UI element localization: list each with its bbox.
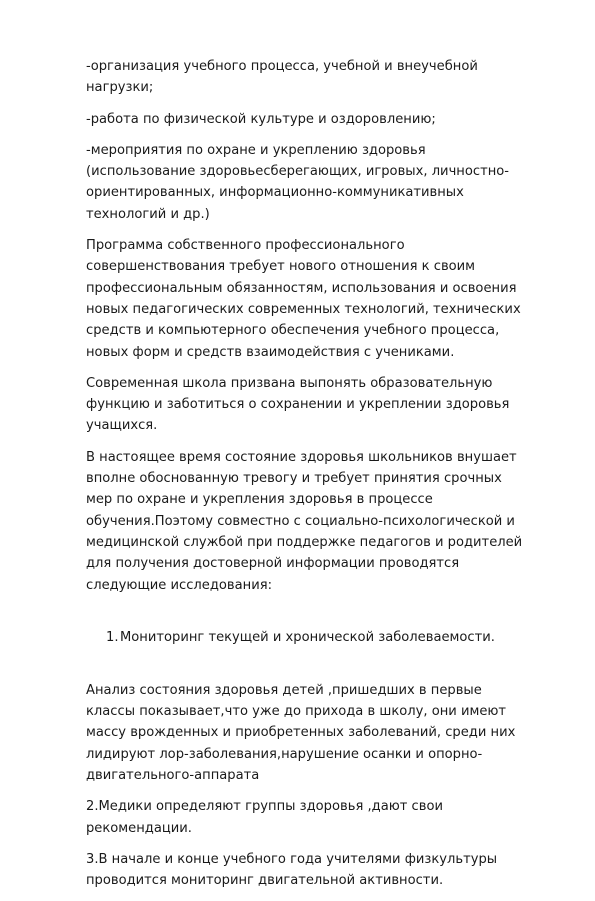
paragraph-activity-monitoring: 3.В начале и конце учебного года учителями физкультуры проводится мониторинг двигательной активности. [86, 851, 498, 889]
paragraph-health-measures: -мероприятия по охране и укреплению здоровья (использование здоровьесберегающих, игровых, личностно- ориентированных, информационно-коммуникативных технологий и др.) [86, 142, 510, 222]
paragraph-health-analysis: Анализ состояния здоровья детей ,пришедших в первые классы показывает,что уже до прихода в школу, они имеют массу врожденных и приобретенных заболеваний, среди них лидируют лор-заболевания,нарушение осанки и опорно- двигательного-аппарата [86, 682, 516, 783]
numbered-list [86, 606, 556, 670]
paragraph-modern-school: Современная школа призвана выпонять образовательную функцию и заботиться о сохранении и укреплении здоровья учащихся. [86, 375, 510, 434]
paragraph-organization: -организация учебного процесса, учебной и внеучебной нагрузки; [86, 59, 478, 96]
paragraph-professional-program: Программа собственного профессионального совершенствования требует нового отношения к своим профессиональным обязанностям, использования и освоения новых педагогических современных технологий, технических средств и компьютерного обеспечения учебного процесса, новых форм и средств взаимодействия с учениками. [86, 238, 521, 360]
list-item [106, 627, 556, 648]
document-body [86, 56, 556, 901]
list-item-marker: 1. [106, 630, 119, 646]
paragraph-physical-culture: -работа по физической культуре и оздоровлению; [86, 111, 436, 127]
list-item-text: Мониторинг текущей и хронической заболеваемости. [120, 630, 495, 646]
paragraph-current-health-state: В настоящее время состояние здоровья школьников внушает вполне обоснованную тревогу и требует принятия срочных мер по охране и укрепления здоровья в процессе обучения.Поэтому совместно с социально-психологической и медицинской службой при поддержке педагогов и родителей для получения достоверной информации проводятся следующие исследования: [86, 449, 523, 593]
paragraph-medical-groups: 2.Медики определяют группы здоровья ,дают свои рекомендации. [86, 799, 443, 836]
